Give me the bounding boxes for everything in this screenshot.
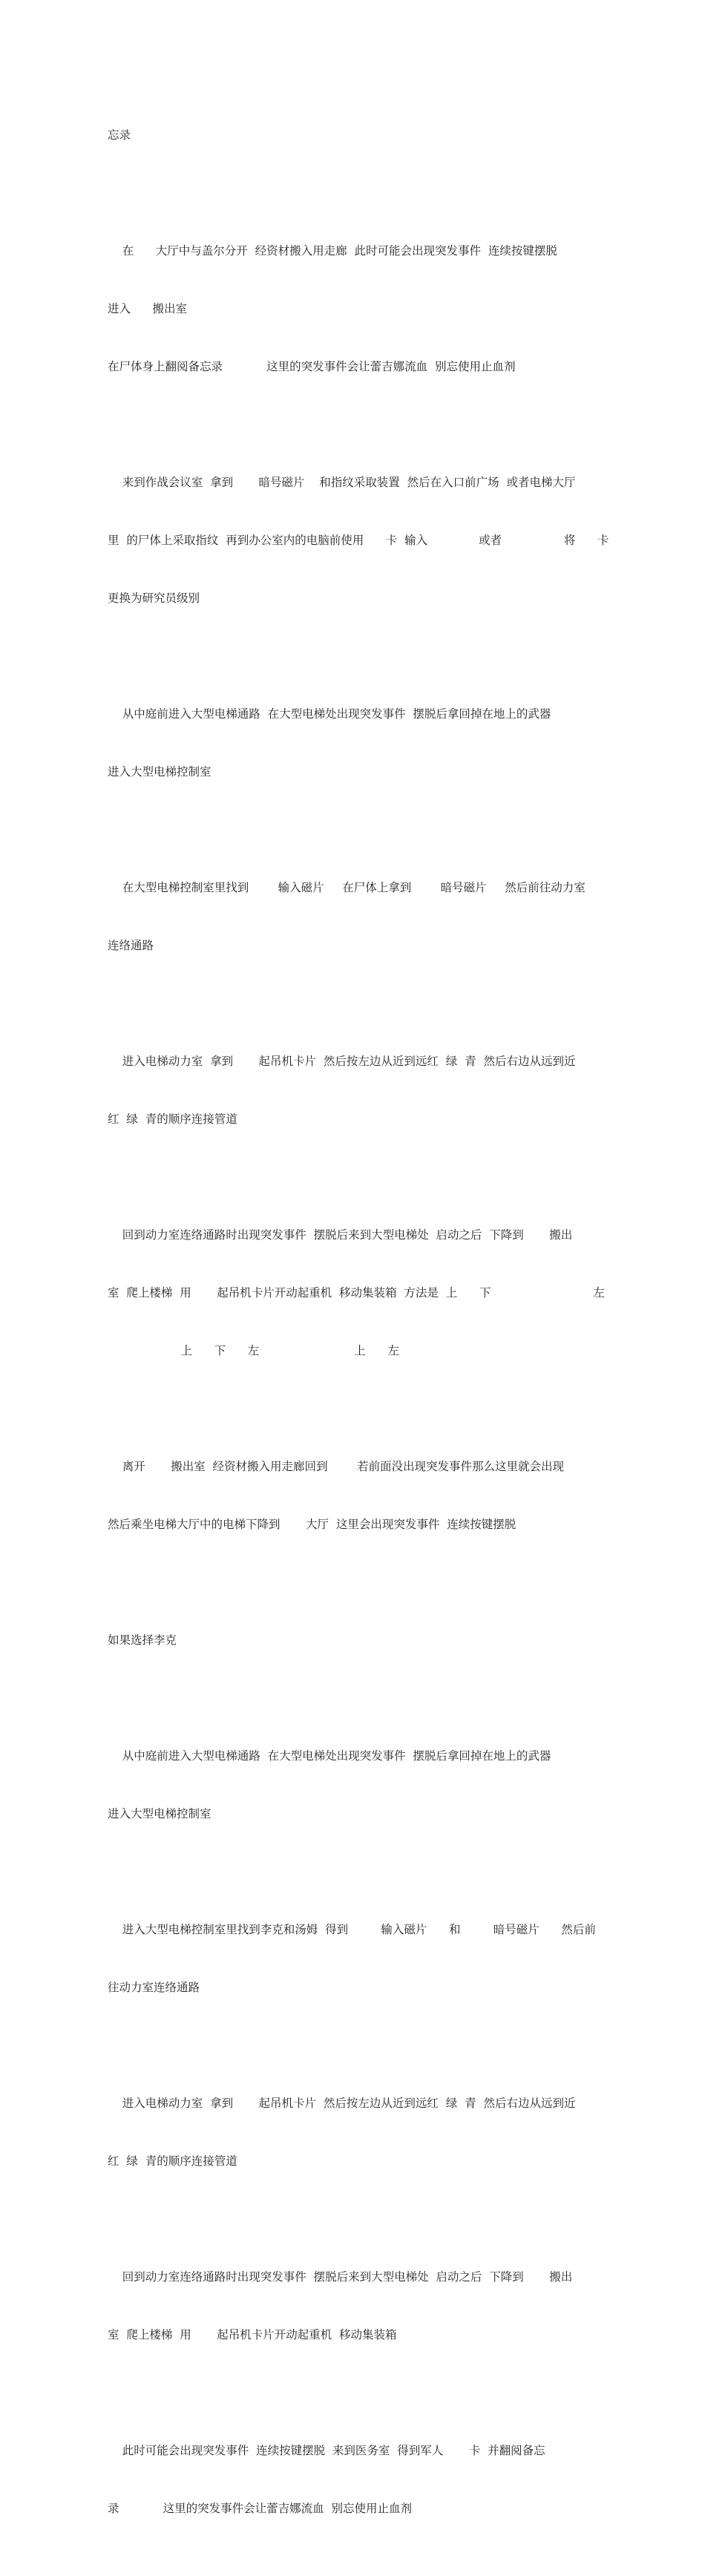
text-line: 进入大型电梯控制室里找到李克和汤姆 得到 输入磁片 和 暗号磁片 然后前 — [108, 1923, 596, 1936]
text-line: 此时可能会出现突发事件 连续按键摆脱 来到医务室 得到军人 卡 并翻阅备忘 — [108, 2444, 545, 2457]
paragraph — [108, 2229, 601, 2383]
text-line: 进入大型电梯控制室 — [108, 765, 212, 779]
paragraph — [108, 203, 601, 415]
paragraph — [108, 1187, 605, 1399]
text-line: 回到动力室连络通路时出现突发事件 摆脱后来到大型电梯处 启动之后 下降到 搬出 — [108, 2270, 573, 2284]
text-line: 从中庭前进入大型电梯通路 在大型电梯处出现突发事件 摆脱后拿回掉在地上的武器 — [108, 707, 551, 721]
text-line: 连络通路 — [108, 939, 154, 952]
paragraph-heading-memo — [108, 87, 601, 183]
text-line: 里 的尸体上采取指纹 再到办公室内的电脑前使用 卡 输入 或者 将 卡 — [108, 534, 609, 547]
text-line: 来到作战会议室 拿到 暗号磁片 和指纹采取装置 然后在入口前广场 或者电梯大厅 — [108, 476, 576, 489]
text-line: 往动力室连络通路 — [108, 1981, 200, 1994]
paragraph — [108, 1881, 601, 2036]
paragraph — [108, 2402, 601, 2557]
text-line: 室 爬上楼梯 用 起吊机卡片开动起重机 移动集装箱 — [108, 2328, 397, 2341]
text-line: 室 爬上楼梯 用 起吊机卡片开动起重机 移动集装箱 方法是 上 下 左 — [108, 1286, 605, 1300]
paragraph — [108, 1013, 601, 1167]
text-line: 录 这里的突发事件会让蕾吉娜流血 别忘使用止血剂 — [108, 2502, 412, 2515]
text-line: 如果选择李克 — [108, 1633, 177, 1647]
text-line: 在 大厅中与盖尔分开 经资材搬入用走廊 此时可能会出现突发事件 连续按键摆脱 — [108, 244, 557, 258]
paragraph — [108, 1418, 601, 1573]
paragraph-heading-choose-leon — [108, 1592, 601, 1688]
text-line: 进入电梯动力室 拿到 起吊机卡片 然后按左边从近到远红 绿 青 然后右边从远到近 — [108, 1055, 576, 1068]
text-line: 离开 搬出室 经资材搬入用走廊回到 若前面没出现突发事件那么这里就会出现 — [108, 1460, 564, 1473]
text-line: 进入电梯动力室 拿到 起吊机卡片 然后按左边从近到远红 绿 青 然后右边从远到近 — [108, 2097, 576, 2110]
text-line: 进入大型电梯控制室 — [108, 1807, 212, 1820]
paragraph — [108, 1708, 601, 1862]
text-line: 红 绿 青的顺序连接管道 — [108, 2154, 237, 2168]
text-line: 红 绿 青的顺序连接管道 — [108, 1112, 237, 1126]
text-line: 然后乘坐电梯大厅中的电梯下降到 大厅 这里会出现突发事件 连续按键摆脱 — [108, 1518, 517, 1531]
text-line: 上 下 左 上 左 — [108, 1344, 399, 1357]
paragraph — [108, 2055, 601, 2209]
text-line: 进入 搬出室 — [108, 302, 188, 315]
paragraph — [108, 839, 601, 994]
text-line: 在尸体身上翻阅备忘录 这里的突发事件会让蕾吉娜流血 别忘使用止血剂 — [108, 360, 516, 373]
text-line: 忘录 — [108, 128, 131, 142]
paragraph — [108, 434, 609, 646]
paragraph — [108, 666, 601, 820]
text-line: 从中庭前进入大型电梯通路 在大型电梯处出现突发事件 摆脱后拿回掉在地上的武器 — [108, 1749, 551, 1763]
text-line: 在大型电梯控制室里找到 输入磁片 在尸体上拿到 暗号磁片 然后前往动力室 — [108, 881, 586, 894]
text-line: 更换为研究员级别 — [108, 591, 200, 605]
text-line: 回到动力室连络通路时出现突发事件 摆脱后来到大型电梯处 启动之后 下降到 搬出 — [108, 1228, 573, 1242]
document-body — [108, 87, 609, 2576]
